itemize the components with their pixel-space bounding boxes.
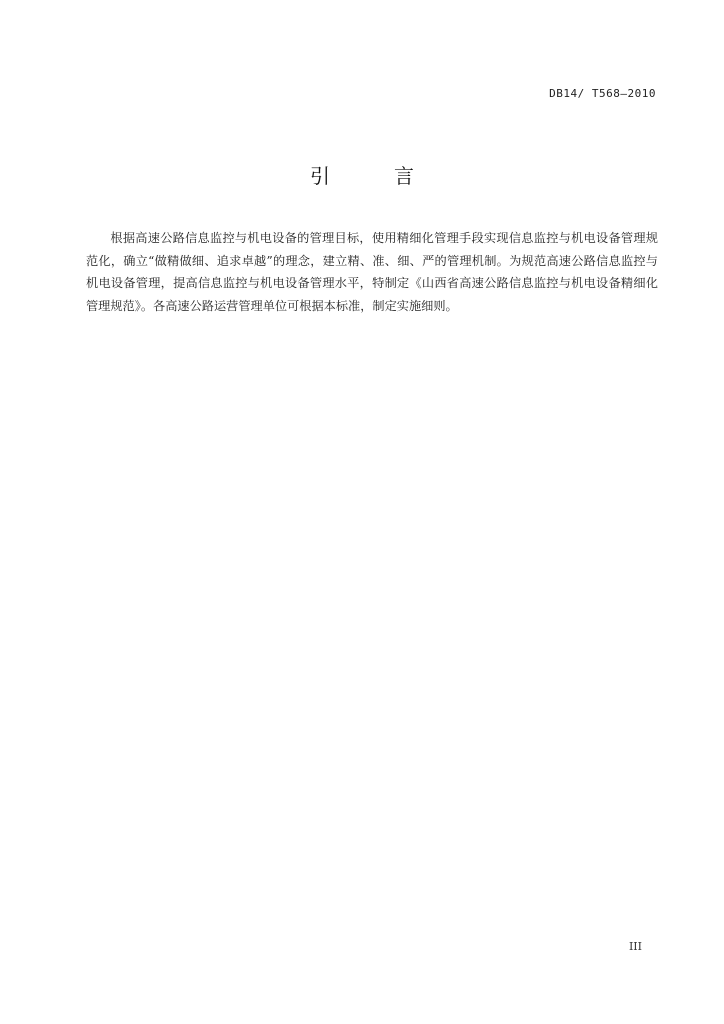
title-char-1: 引 bbox=[310, 164, 330, 188]
title-char-2: 言 bbox=[394, 164, 414, 188]
page-number: III bbox=[628, 940, 642, 953]
introduction-body bbox=[86, 227, 658, 317]
document-code: DB14/ T568—2010 bbox=[549, 87, 656, 100]
page-title bbox=[0, 160, 724, 189]
introduction-paragraph: 根据高速公路信息监控与机电设备的管理目标，使用精细化管理手段实现信息监控与机电设备管理规范化，确立“做精做细、追求卓越”的理念，建立精、准、细、严的管理机制。为规范高速公路信息监控与机电设备管理，提高信息监控与机电设备管理水平，特制定《山西省高速公路信息监控与机电设备精细化管理规范》。各高速公路运营管理单位可根据本标准，制定实施细则。 bbox=[86, 231, 658, 313]
